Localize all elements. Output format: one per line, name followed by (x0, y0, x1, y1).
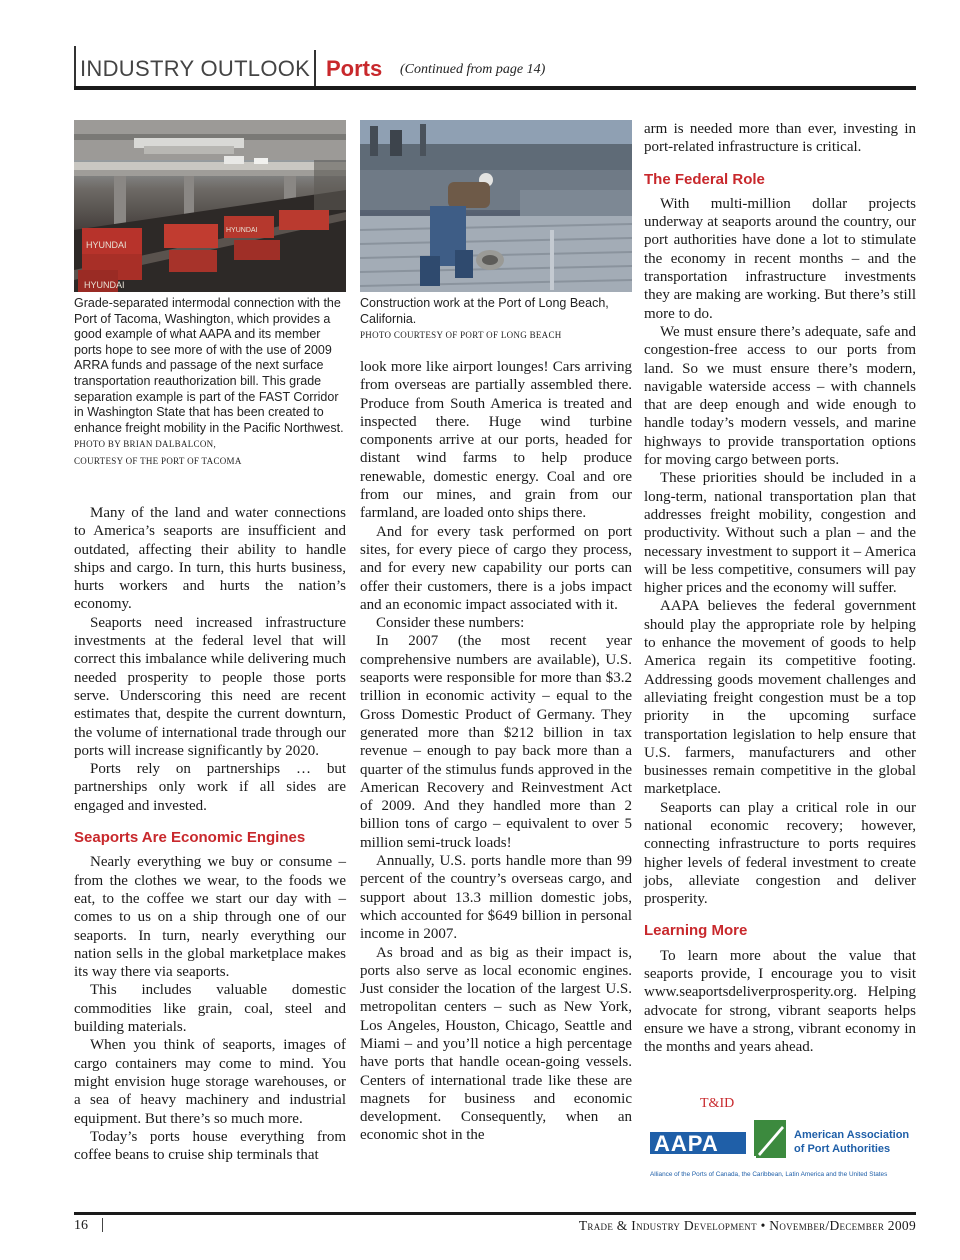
paragraph: Consider these numbers: (376, 615, 525, 632)
container-label: HYUNDAI (84, 280, 125, 290)
paragraph: In 2007 (the most recent year comprehensive numbers are available), U.S. seaports were responsible for more than $3.2 trillion in economic activity – equal to the Gross Domestic Product of Germany. They generated more than $212 billion in tax revenue – enough to pay back more than a quarter of the stimulus funds approved in the American Recovery and Reinvestment Act of 2009. And they handled more than 2 billion tons of cargo – equivalent to over 5 million semi-truck loads! (360, 633, 632, 851)
paragraph: With multi-million dollar projects underway at seaports around the country, our port authorities have done a lot to stimulate the economy in recent months – and the transportation infrastructure investments they are making are working. But there’s still more to do. (644, 195, 916, 322)
publication-line: Trade & Industry Development • November/December 2009 (578, 1218, 916, 1233)
page-number: 16 (74, 1218, 88, 1233)
caption-text: Grade-separated intermodal connection with the Port of Tacoma, Washington, which provides a good example of what AAPA and its member ports hope to see more of with the use of 2009 ARRA funds and passage of the next surface transportation reauthorization bill. This grade separation example is part of the FAST Corridor in Washington State that has been created to enhance freight mobility in the Pacific Northwest. (74, 296, 344, 435)
photo-credit: PHOTO COURTESY OF PORT OF LONG BEACH (360, 330, 562, 341)
photo-caption-long-beach (360, 296, 632, 344)
header-divider-left (74, 46, 76, 86)
caption-text: Construction work at the Port of Long Beach, California. (360, 296, 609, 326)
article-column-1 (74, 504, 346, 1164)
photo-port-of-tacoma (74, 120, 346, 292)
container-label: HYUNDAI (226, 227, 258, 234)
header-divider-mid (314, 50, 316, 86)
subheading-economic-engines: Seaports Are Economic Engines (74, 829, 306, 847)
logo-name-line2: of Port Authorities (794, 1143, 891, 1155)
paragraph: Seaports need increased infrastructure investments at the federal level that will correct this imbalance while delivering much needed prosperity to people those ports serve. Underscoring this need are recent estimates that, despite the current downturn, the volume of international trade through our ports will increase significantly by 2020. (74, 614, 346, 759)
article-column-2 (360, 358, 632, 1145)
aapa-logo-graphic (646, 1118, 916, 1182)
aapa-logo (646, 1118, 916, 1182)
subheading-learning-more: Learning More (644, 922, 748, 940)
paragraph: AAPA believes the federal government should play the appropriate role by helping to enhance the movement of goods to help America regain its competitive footing. Addressing goods movement challenges and alleviating freight congestion must be a top priority in the upcoming surface transportation legislation to help ensure that U.S. farmers, manufacturers and other businesses remain competitive in the global marketplace. (644, 598, 916, 798)
construction-worker-illustration (360, 120, 632, 292)
paragraph: arm is needed more than ever, investing in port-related infrastructure is critical. (644, 121, 916, 156)
topic-label: Ports (326, 56, 383, 81)
logo-acronym: AAPA (654, 1131, 719, 1156)
end-mark: T&ID (700, 1096, 735, 1111)
photo-credit: COURTESY OF THE PORT OF TACOMA (74, 455, 242, 466)
header-rule (74, 86, 916, 90)
paragraph: Nearly everything we buy or consume – from the clothes we wear, to the foods we eat, to the coffee we start our day with – comes to us on a ship through one of our seaports. In turn, nearly everything our nation sells in the global marketplace makes its way there via seaports. (74, 854, 346, 981)
article-column-3 (644, 120, 916, 1057)
paragraph: Seaports can play a critical role in our national economic recovery; however, connecting infrastructure to ports requires higher levels of federal investment to create jobs, alleviate congestion and deliver prosperity. (644, 799, 916, 908)
intermodal-overpass-illustration (74, 120, 346, 292)
paragraph: As broad and as big as their impact is, ports also serve as local economic engines. Just consider the location of the largest U.S. metropolitan centers – such as New York, Los Angeles, Houston, Chicago, Seattle and Miami – and you’ll notice a high percentage have ports that handle ocean-going vessels. Centers of international trade like these are magnets for business and economic development. Consequently, when an economic shot in the (360, 944, 632, 1144)
paragraph: When you think of seaports, images of cargo containers may come to mind. You might envision huge storage warehouses, or a sea of heavy machinery and industrial equipment. But there’s so much more. (74, 1037, 346, 1127)
paragraph: look more like airport lounges! Cars arriving from overseas are partially assembled there. Produce from South America is treated and inspected there. Huge wind turbine components arrive at our ports, headed for distant wind farms to help produce renewable, domestic energy. Coal and ore from our mines, and grain from our farmland, are loaded onto ships there. (360, 359, 632, 522)
logo-tagline: Alliance of the Ports of Canada, the Caribbean, Latin America and the United States (650, 1171, 888, 1178)
logo-name-line1: American Association (794, 1129, 910, 1141)
paragraph: Annually, U.S. ports handle more than 99 percent of the country’s overseas cargo, and support about 13.3 million domestic jobs, which accounted for $649 billion in personal income in 2007. (360, 853, 632, 943)
photo-port-of-long-beach (360, 120, 632, 292)
page-header (74, 46, 916, 90)
footer-rule (74, 1212, 916, 1215)
paragraph: Ports rely on partnerships … but partnerships only work if all sides are engaged and invested. (74, 761, 346, 814)
continued-note: (Continued from page 14) (400, 62, 546, 77)
section-label: INDUSTRY OUTLOOK (80, 56, 311, 81)
photo-credit: PHOTO BY BRIAN DALBALCON, (74, 439, 217, 450)
paragraph: Many of the land and water connections to America’s seaports are insufficient and outdated, affecting their ability to handle ships and cargo. In turn, this hurts business, hurts workers and hurts the nation’s economy. (74, 505, 346, 613)
paragraph: These priorities should be included in a long-term, national transportation plan that addresses freight mobility, congestion and productivity. Without such a plan – and the necessary investment to support it – America will be less competitive, consumers will pay higher prices and the economy will suffer. (644, 470, 916, 597)
paragraph: And for every task performed on port sites, for every piece of cargo they process, and for every new capability our ports can offer their customers, there is a jobs impact and an economic impact associated with it. (360, 523, 632, 613)
paragraph: To learn more about the value that seaports provide, I encourage you to visit www.seaportsdeliverprosperity.org. Helping advocate for strong, vibrant seaports helps ensure we have a strong, vibrant economy in the months and years ahead. (644, 947, 916, 1056)
container-label: HYUNDAI (86, 240, 127, 250)
footer-divider (102, 1218, 103, 1232)
paragraph: This includes valuable domestic commodities like grain, coal, steel and building materials. (74, 982, 346, 1036)
photo-caption-tacoma (74, 296, 348, 470)
subheading-federal-role: The Federal Role (644, 170, 765, 188)
paragraph: We must ensure there’s adequate, safe and congestion-free access to our ports from land. So we must ensure there’s modern, navigable waterside access – with channels that are deep enough and wide enough to handle today’s modern vessels, and marine highways to provide transportation options for moving cargo between ports. (644, 323, 916, 469)
paragraph: Today’s ports house everything from coffee beans to cruise ship terminals that (74, 1128, 346, 1164)
